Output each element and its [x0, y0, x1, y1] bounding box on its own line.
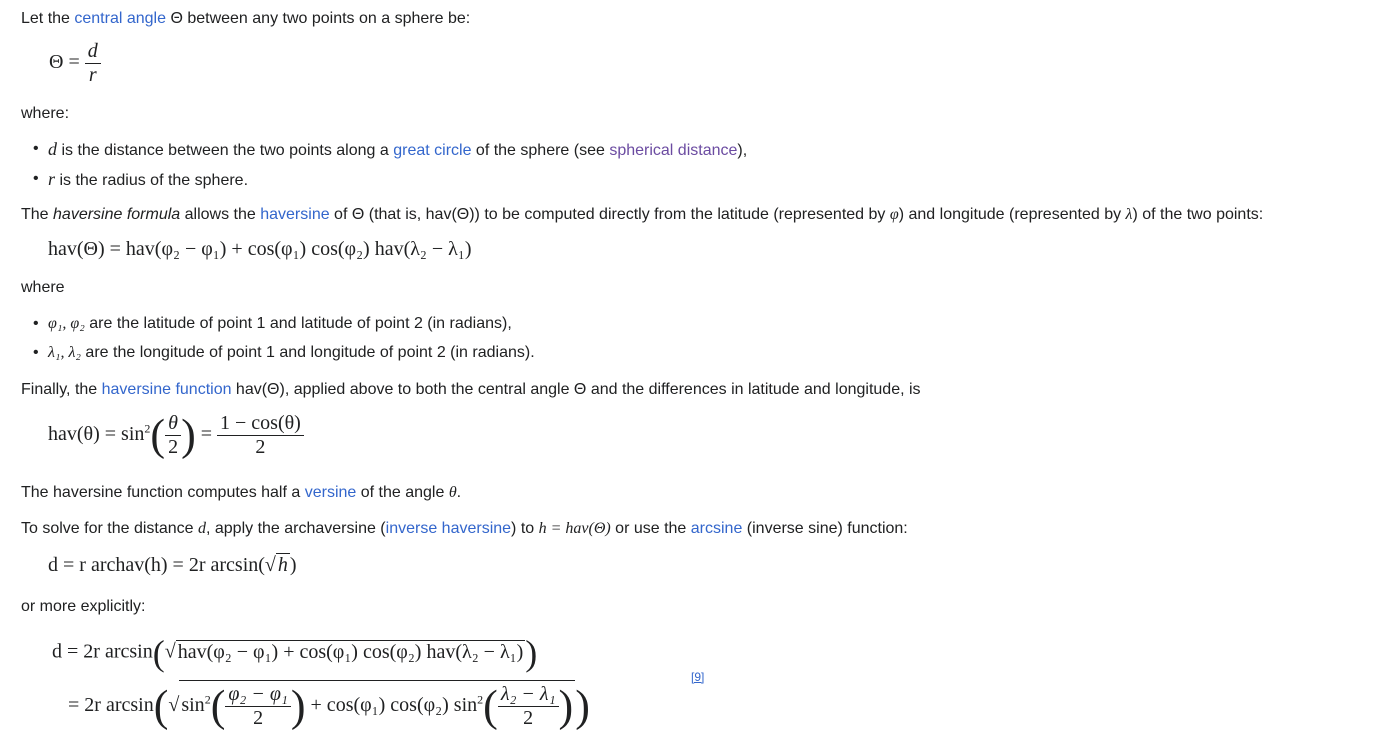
text: Let the [21, 10, 75, 27]
paren-open: ( [210, 681, 226, 731]
eq-lhs: hav(θ) = sin [48, 423, 145, 446]
fraction-denominator: 2 [523, 707, 534, 729]
longitude-symbols: λ₁, λ₂ [48, 344, 81, 361]
paren-open: ( [483, 681, 498, 731]
fraction-numerator: λ₂ − λ₁ [498, 683, 559, 707]
text: The haversine function computes half a [21, 484, 305, 501]
text: Θ between any two points on a sphere be: [166, 10, 471, 27]
superscript: 2 [477, 692, 484, 707]
paragraph-solve-distance [21, 518, 908, 540]
radicand: h [277, 554, 288, 576]
equation-central-angle [49, 40, 101, 87]
where-label: where: [21, 105, 70, 122]
equation-haversine: hav(Θ) = hav(φ₂ − φ₁) + cos(φ₁) cos(φ₂) hav(λ₂ − λ₁) [48, 238, 472, 260]
text: ) of the two points: [1132, 206, 1264, 223]
text: are the latitude of point 1 and latitude of point 2 (in radians), [84, 315, 512, 332]
paren-close: ) [558, 681, 574, 731]
superscript: 2 [144, 421, 151, 436]
var-d: d [197, 520, 206, 537]
fraction-numerator: φ₂ − φ₁ [225, 683, 291, 707]
text: , apply the archaversine ( [205, 520, 386, 537]
text: hav(Θ), applied above to both the central angle Θ and the differences in latitude and longitude, is [231, 381, 921, 398]
equation-distance-explicit-1: d = 2r arcsin(√ hav(φ₂ − φ₁) + cos(φ₁) cos(φ₂) hav(λ₂ − λ₁)) [52, 633, 538, 673]
eq-lhs: d = 2r arcsin [52, 640, 153, 663]
list-item [33, 138, 747, 162]
link-versine[interactable]: versine [304, 484, 357, 501]
text: is the radius of the sphere. [55, 172, 249, 189]
link-haversine-function[interactable]: haversine function [101, 381, 232, 398]
var-lambda: λ [1125, 206, 1133, 223]
fraction-denominator: 2 [255, 436, 266, 458]
paragraph-central-angle [21, 8, 470, 30]
citation-9[interactable]: [9] [691, 670, 705, 684]
link-haversine[interactable]: haversine [260, 206, 330, 223]
equals: = [200, 423, 212, 446]
fraction-numerator: θ [165, 412, 181, 436]
link-inverse-haversine[interactable]: inverse haversine [385, 520, 512, 537]
fraction-numerator: 1 − cos(θ) [217, 412, 304, 436]
text: Finally, the [21, 381, 102, 398]
fraction [498, 683, 559, 730]
text: of the angle [356, 484, 449, 501]
list-item [33, 168, 248, 192]
paragraph-haversine-function [21, 379, 921, 401]
text: of Θ (that is, hav(Θ)) to be computed directly from the latitude (represented by [329, 206, 890, 223]
paren-open: ( [152, 633, 165, 673]
text: of the sphere (see [471, 142, 610, 159]
text: ), [737, 142, 748, 159]
fraction-denominator: 2 [168, 436, 179, 458]
list-item [33, 313, 512, 335]
eq-lhs: Θ = [49, 51, 80, 74]
sin: sin [181, 694, 205, 717]
paragraph-versine [21, 482, 461, 504]
text: To solve for the distance [21, 520, 198, 537]
superscript: 2 [204, 692, 211, 707]
fraction [225, 683, 291, 730]
paragraph-explicit: or more explicitly: [21, 598, 146, 615]
var-r: r [48, 169, 56, 189]
text: allows the [180, 206, 261, 223]
fraction [217, 412, 304, 459]
text: are the longitude of point 1 and longitude of point 2 (in radians). [80, 344, 535, 361]
text: ) to [511, 520, 539, 537]
var-phi: φ [889, 206, 899, 223]
list-item [33, 342, 535, 364]
where-label: where [21, 279, 65, 296]
var-theta: θ [448, 484, 457, 501]
link-great-circle[interactable]: great circle [393, 142, 472, 159]
eq-lhs: d = r archav(h) = 2r arcsin [48, 554, 259, 576]
paren-open: ( [150, 410, 166, 460]
paren-open: ( [153, 681, 169, 731]
link-spherical-distance[interactable]: spherical distance [609, 142, 738, 159]
text: (inverse sine) function: [742, 520, 908, 537]
paren-close: ) [181, 410, 196, 460]
expr-h: h = hav(Θ) [538, 520, 611, 537]
fraction-denominator: r [88, 64, 97, 86]
equation-distance-explicit-2: = 2r arcsin(√ $\sin^2$( $\frac{\text{φ₂ − φ₁}}{2}$ ) + cos(φ₁) cos(φ₂) $\sin^2$( $\frac{\text{λ₂ − λ₁}}{2}$ )) [68, 681, 590, 731]
paragraph-haversine-formula [21, 204, 1263, 226]
equation-distance: d = r archav(h) = 2r arcsin(√ h ) [48, 554, 297, 576]
middle-term: + cos(φ₁) cos(φ₂) sin [310, 694, 478, 717]
latitude-symbols: φ₁, φ₂ [48, 315, 85, 332]
radicand [179, 680, 575, 730]
link-arcsine[interactable]: arcsine [690, 520, 743, 537]
text: is the distance between the two points along a [57, 142, 394, 159]
fraction-numerator: d [85, 40, 101, 64]
var-d: d [48, 139, 57, 159]
text: The [21, 206, 54, 223]
fraction [165, 412, 181, 459]
fraction [85, 40, 101, 87]
paren-close: ) [575, 681, 590, 731]
radicand: hav(φ₂ − φ₁) + cos(φ₁) cos(φ₂) hav(λ₂ − λ₁) [177, 640, 524, 663]
equation-hav-definition [48, 412, 304, 459]
eq-lhs: = 2r arcsin [68, 694, 154, 717]
link-central-angle[interactable]: central angle [74, 10, 166, 27]
paren-close: ) [525, 633, 538, 673]
text: or use the [610, 520, 691, 537]
paren-close: ) [290, 681, 306, 731]
text: . [456, 484, 462, 501]
emphasis: haversine formula [53, 206, 181, 223]
fraction-denominator: 2 [253, 707, 264, 729]
text: ) and longitude (represented by [898, 206, 1126, 223]
